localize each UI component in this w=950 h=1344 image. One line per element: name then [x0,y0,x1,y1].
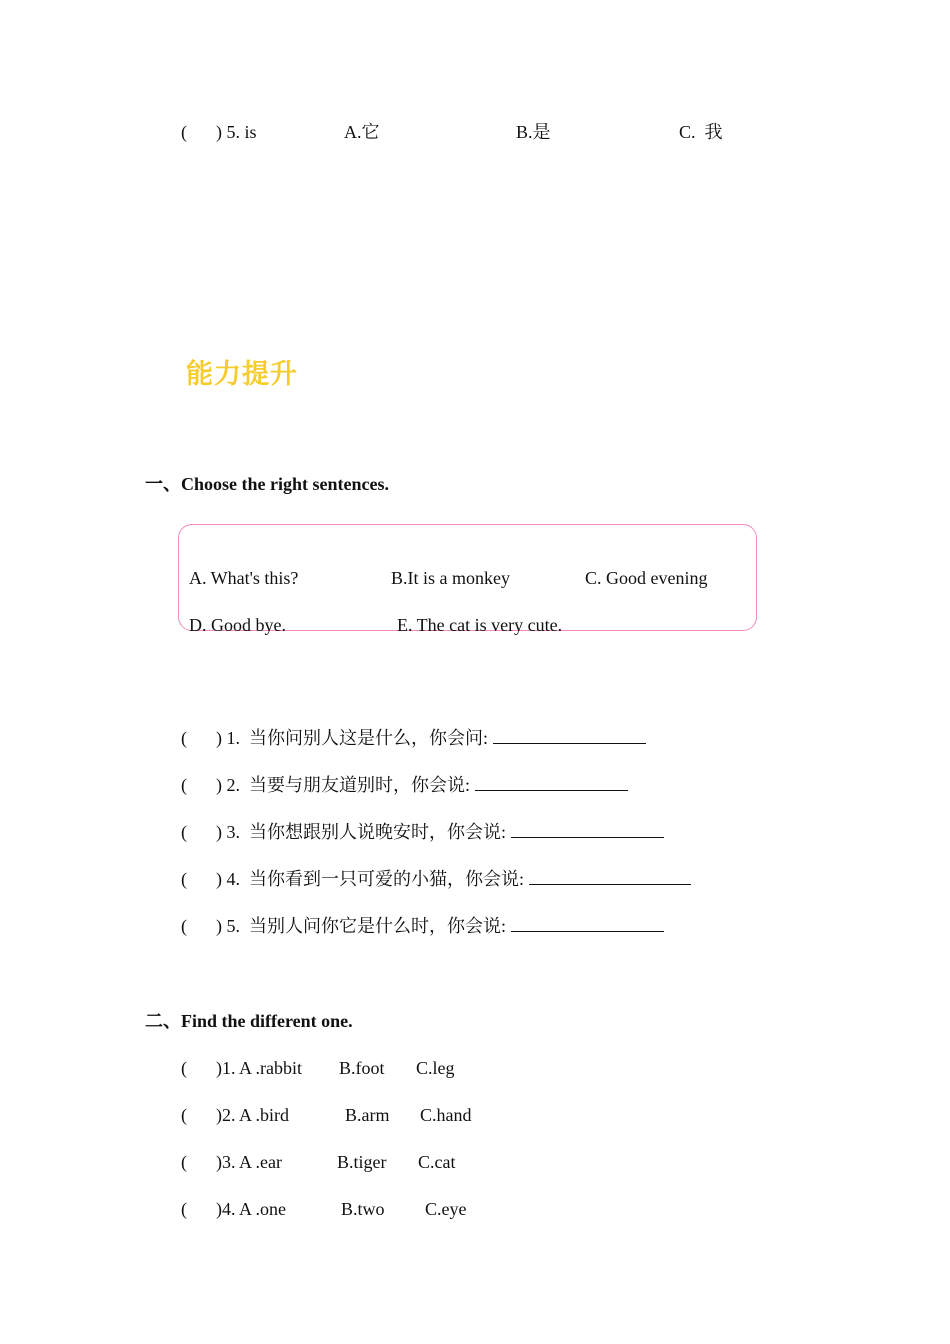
option-a: )2. A .bird [216,1105,290,1125]
option-b: B.是 [516,122,551,142]
option-a: )3. A .ear [216,1152,282,1172]
option-c: C.hand [420,1105,472,1125]
option-b-sentence: B.It is a monkey [391,568,510,588]
question-text: ) 4. 当你看到一只可爱的小猫，你会说: [216,868,691,890]
question-text: ) 1. 当你问别人这是什么，你会问: [216,727,646,749]
option-c-sentence: C. Good evening [585,568,708,588]
option-a: A.它 [344,122,380,142]
option-c: C. 我 [679,122,723,142]
option-c: C.eye [425,1199,467,1219]
question-text: ) 5. 当别人问你它是什么时，你会说: [216,915,664,937]
part1-heading: 一、Choose the right sentences. [145,474,389,494]
option-d-sentence: D. Good bye. [189,615,286,635]
answer-paren[interactable]: ( [181,1105,187,1125]
option-a: )4. A .one [216,1199,286,1219]
section-title: 能力提升 [186,359,298,390]
option-c: C.leg [416,1058,455,1078]
answer-blank[interactable] [475,774,628,791]
answer-blank[interactable] [529,868,691,885]
option-a-sentence: A. What's this? [189,568,299,588]
option-c: C.cat [418,1152,456,1172]
option-b: B.arm [345,1105,390,1125]
question-text: ) 3. 当你想跟别人说晚安时，你会说: [216,821,664,843]
answer-blank[interactable] [493,727,646,744]
answer-blank[interactable] [511,915,664,932]
answer-paren[interactable]: ( [181,1199,187,1219]
answer-blank[interactable] [511,821,664,838]
answer-paren[interactable]: ( [181,916,187,936]
option-b: B.foot [339,1058,385,1078]
option-e-sentence: E. The cat is very cute. [397,615,563,635]
answer-paren[interactable]: ( [181,869,187,889]
answer-paren[interactable]: ( [181,775,187,795]
option-a: )1. A .rabbit [216,1058,302,1078]
answer-paren[interactable]: ( [181,122,187,142]
answer-paren[interactable]: ( [181,1152,187,1172]
question-number: ) 5. is [216,122,257,142]
option-b: B.tiger [337,1152,387,1172]
option-b: B.two [341,1199,385,1219]
answer-paren[interactable]: ( [181,728,187,748]
part2-heading: 二、Find the different one. [145,1011,353,1031]
answer-paren[interactable]: ( [181,1058,187,1078]
answer-paren[interactable]: ( [181,822,187,842]
question-text: ) 2. 当要与朋友道别时，你会说: [216,774,628,796]
